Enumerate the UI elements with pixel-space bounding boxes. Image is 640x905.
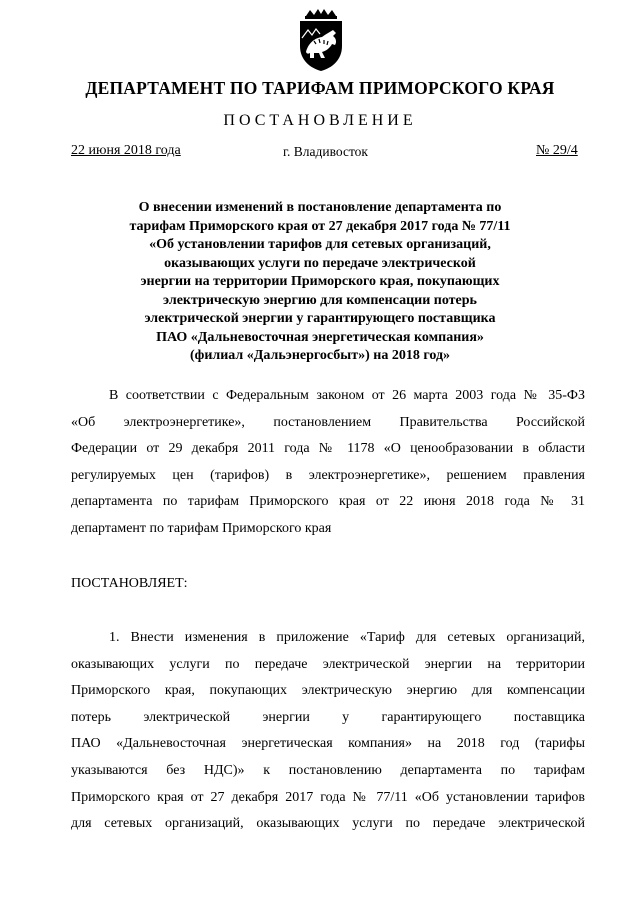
subject-line: О внесении изменений в постановление департамента по (138, 200, 502, 215)
preamble-line: «Об электроэнергетике», постановлением Правительства Российской (71, 414, 585, 430)
document-number: № 29/4 (536, 143, 578, 158)
subject-line: электрическую энергию для компенсации потерь (163, 292, 477, 308)
preamble-line: департамента по тарифам Приморского края от 22 июня 2018 года № 31 (71, 494, 585, 510)
department-title: ДЕПАРТАМЕНТ ПО ТАРИФАМ ПРИМОРСКОГО КРАЯ (85, 78, 555, 98)
subject-line: оказывающих услуги по передаче электрической (164, 255, 476, 271)
preamble-paragraph (71, 383, 585, 543)
subject-line: «Об установлении тарифов для сетевых организаций, (149, 237, 491, 252)
coat-of-arms-tiger-icon (292, 8, 350, 72)
document-city: г. Владивосток (283, 144, 368, 159)
decree-word: ПОСТАНОВЛЯЕТ: (71, 576, 188, 591)
document-subject (100, 199, 540, 366)
subject-line: энергии на территории Приморского края, покупающих (140, 274, 500, 289)
item-line: указываются без НДС)» к постановлению департамента по тарифам (71, 762, 585, 778)
item-line: 1. Внести изменения в приложение «Тариф для сетевых организаций, (109, 630, 585, 645)
item-line: Приморского края от 27 декабря 2017 года № 77/11 «Об установлении тарифов (71, 789, 585, 805)
item-line: потерь электрической энергии у гарантирующего поставщика (71, 709, 585, 725)
document-date: 22 июня 2018 года (71, 143, 181, 158)
item-1-paragraph (71, 625, 585, 838)
item-line: ПАО «Дальневосточная энергетическая компания» на 2018 год (тарифы (71, 736, 585, 752)
subject-line: ПАО «Дальневосточная энергетическая компания» (156, 329, 484, 345)
preamble-line: Федерации от 29 декабря 2011 года № 1178 «О ценообразовании в области (71, 441, 585, 457)
preamble-line: департамент по тарифам Приморского края (71, 520, 332, 536)
item-line: Приморского края, покупающих электрическую энергию для компенсации (71, 683, 585, 699)
subject-line: (филиал «Дальэнергосбыт») на 2018 год» (189, 348, 451, 363)
item-line: оказывающих услуги по передаче электрической энергии на территории (71, 656, 585, 672)
subject-line: электрической энергии у гарантирующего поставщика (144, 311, 496, 326)
preamble-line: регулируемых цен (тарифов) в электроэнергетике», решением правления (71, 467, 585, 483)
preamble-line: В соответствии с Федеральным законом от 26 марта 2003 года № 35-ФЗ (109, 388, 585, 403)
item-line: для сетевых организаций, оказывающих услуги по передаче электрической (71, 816, 585, 832)
subject-line: тарифам Приморского края от 27 декабря 2017 года № 77/11 (129, 218, 511, 234)
document-type: ПОСТАНОВЛЕНИЕ (223, 112, 417, 129)
